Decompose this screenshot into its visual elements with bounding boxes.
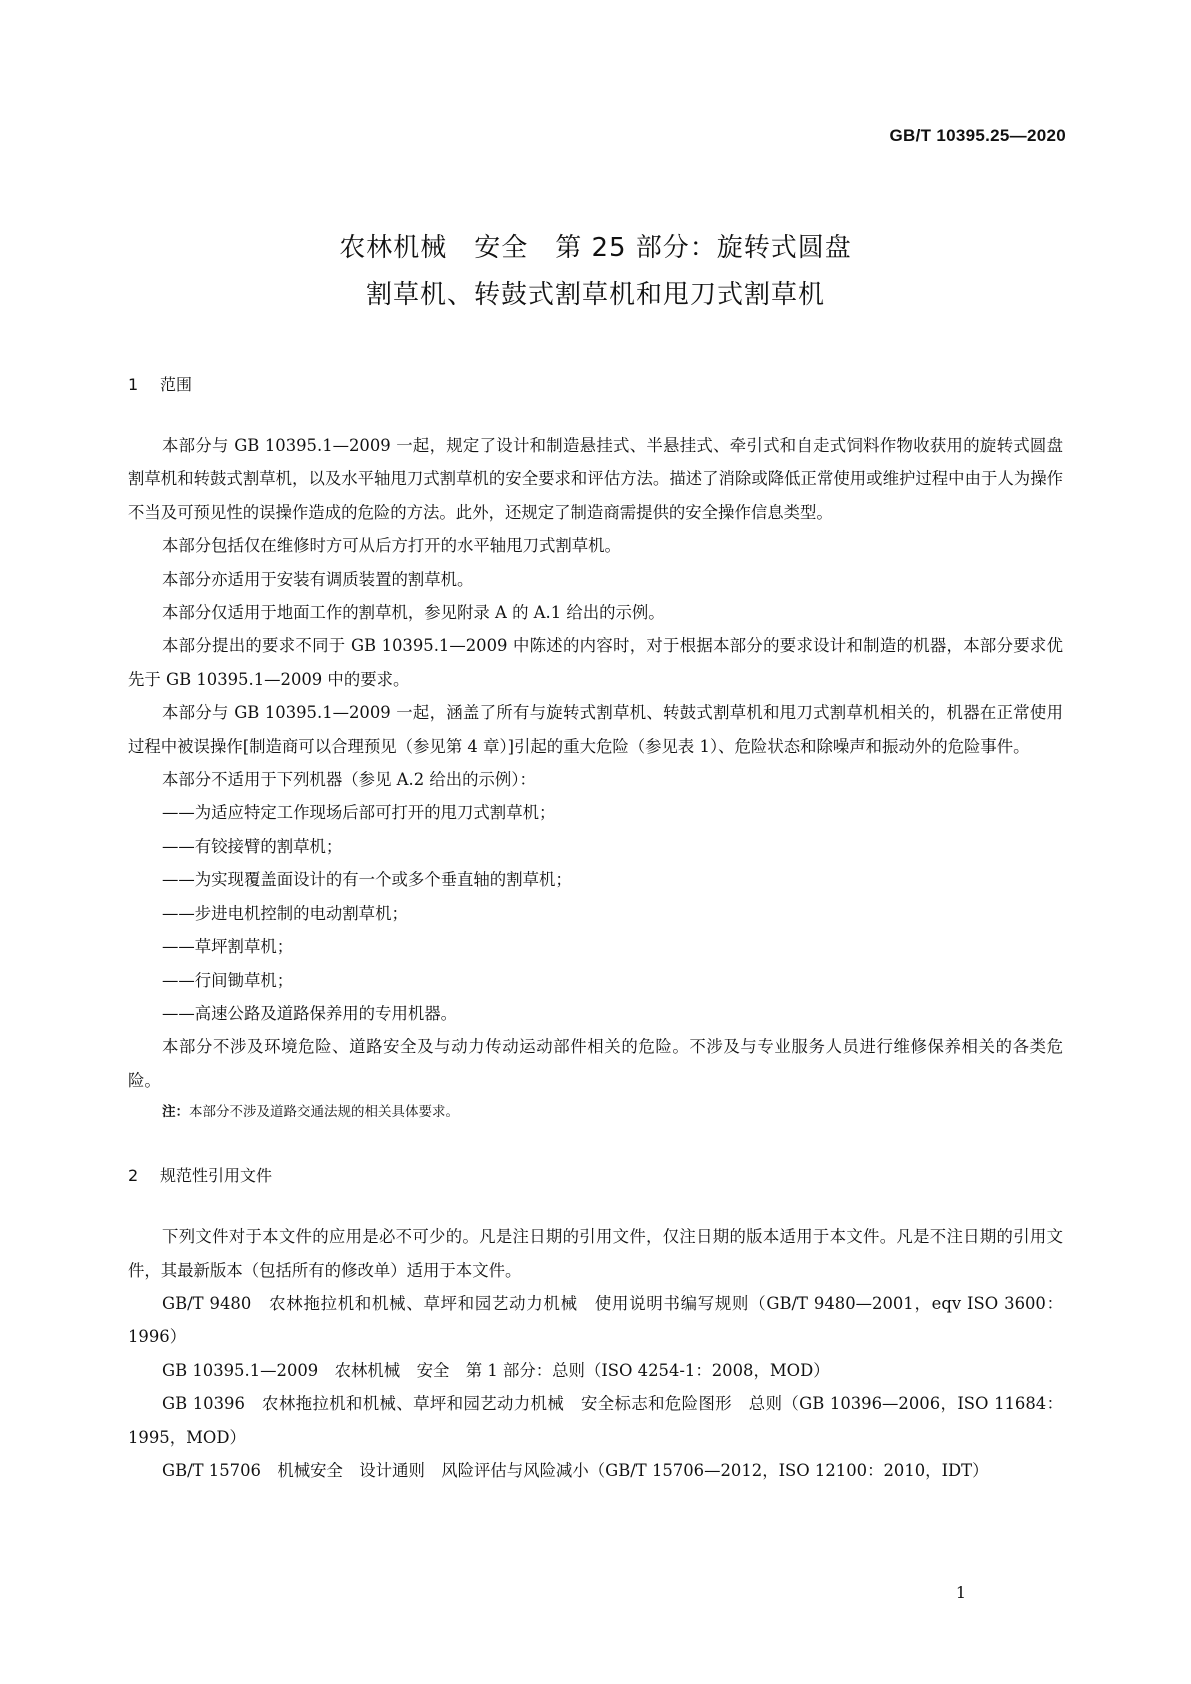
scope-paragraph: 本部分包括仅在维修时方可从后方打开的水平轴甩刀式割草机。: [162, 536, 621, 556]
document-body: [128, 368, 1063, 1487]
exclusion-item: ——草坪割草机；: [162, 937, 294, 957]
standard-code: GB/T 10395.25—2020: [889, 126, 1066, 145]
section-2-number: 2: [128, 1166, 139, 1186]
scope-closing-paragraph: 本部分不涉及环境危险、道路安全及与动力传动运动部件相关的危险。不涉及与专业服务人员进行维修保养相关的各类危险。: [128, 1037, 1063, 1090]
exclusion-item: ——为适应特定工作现场后部可打开的甩刀式割草机；: [162, 803, 556, 823]
exclusion-item: ——高速公路及道路保养用的专用机器。: [162, 1003, 458, 1023]
section-2-heading: [128, 1159, 1063, 1192]
reference-entry: GB 10395.1—2009 农林机械 安全 第 1 部分：总则（ISO 4254-1：2008，MOD）: [162, 1360, 830, 1380]
references-intro: 下列文件对于本文件的应用是必不可少的。凡是注日期的引用文件，仅注日期的版本适用于本文件。凡是不注日期的引用文件，其最新版本（包括所有的修改单）适用于本文件。: [128, 1227, 1063, 1280]
exclusion-item: ——行间锄草机；: [162, 970, 294, 990]
exclusion-item: ——步进电机控制的电动割草机；: [162, 903, 408, 923]
reference-entry: GB 10396 农林拖拉机和机械、草坪和园艺动力机械 安全标志和危险图形 总则（GB 10396—2006，ISO 11684：1995，MOD）: [128, 1394, 1063, 1447]
exclusion-item: ——为实现覆盖面设计的有一个或多个垂直轴的割草机；: [162, 870, 572, 890]
title-line-2: 割草机、转鼓式割草机和甩刀式割草机: [365, 280, 825, 310]
scope-paragraph: 本部分与 GB 10395.1—2009 一起，涵盖了所有与旋转式割草机、转鼓式割草机和甩刀式割草机相关的，机器在正常使用过程中被误操作[制造商可以合理预见（参见第 4 章）]引起的重大危险（参见表 1）、危险状态和除噪声和振动外的危险事件。: [128, 703, 1063, 756]
note-text: 本部分不涉及道路交通法规的相关具体要求。: [189, 1104, 459, 1121]
scope-paragraph: 本部分不适用于下列机器（参见 A.2 给出的示例）：: [162, 770, 536, 790]
scope-note: [128, 1097, 1063, 1127]
section-2-title: 规范性引用文件: [160, 1166, 273, 1186]
document-title: [0, 225, 1191, 319]
scope-paragraph: 本部分亦适用于安装有调质装置的割草机。: [162, 569, 474, 589]
section-1-number: 1: [128, 375, 139, 394]
section-1-heading: [128, 368, 1063, 401]
exclusion-item: ——有铰接臂的割草机；: [162, 836, 343, 856]
reference-entry: GB/T 9480 农林拖拉机和机械、草坪和园艺动力机械 使用说明书编写规则（GB/T 9480—2001，eqv ISO 3600：1996）: [128, 1293, 1063, 1347]
scope-paragraph: 本部分与 GB 10395.1—2009 一起，规定了设计和制造悬挂式、半悬挂式、牵引式和自走式饲料作物收获用的旋转式圆盘割草机和转鼓式割草机，以及水平轴甩刀式割草机的安全要求和评估方法。描述了消除或降低正常使用或维护过程中由于人为操作不当及可预见性的误操作造成的危险的方法。此外，还规定了制造商需提供的安全操作信息类型。: [128, 436, 1063, 522]
section-1-title: 范围: [160, 375, 193, 394]
page-number: 1: [955, 1583, 966, 1602]
note-label: 注：: [162, 1104, 189, 1121]
scope-paragraph: 本部分仅适用于地面工作的割草机，参见附录 A 的 A.1 给出的示例。: [162, 603, 665, 623]
title-line-1: 农林机械 安全 第 25 部分：旋转式圆盘: [339, 233, 852, 263]
scope-paragraph: 本部分提出的要求不同于 GB 10395.1—2009 中陈述的内容时，对于根据本部分的要求设计和制造的机器，本部分要求优先于 GB 10395.1—2009 中的要求。: [128, 636, 1063, 689]
reference-entry: GB/T 15706 机械安全 设计通则 风险评估与风险减小（GB/T 15706—2012，ISO 12100：2010，IDT）: [162, 1460, 989, 1480]
